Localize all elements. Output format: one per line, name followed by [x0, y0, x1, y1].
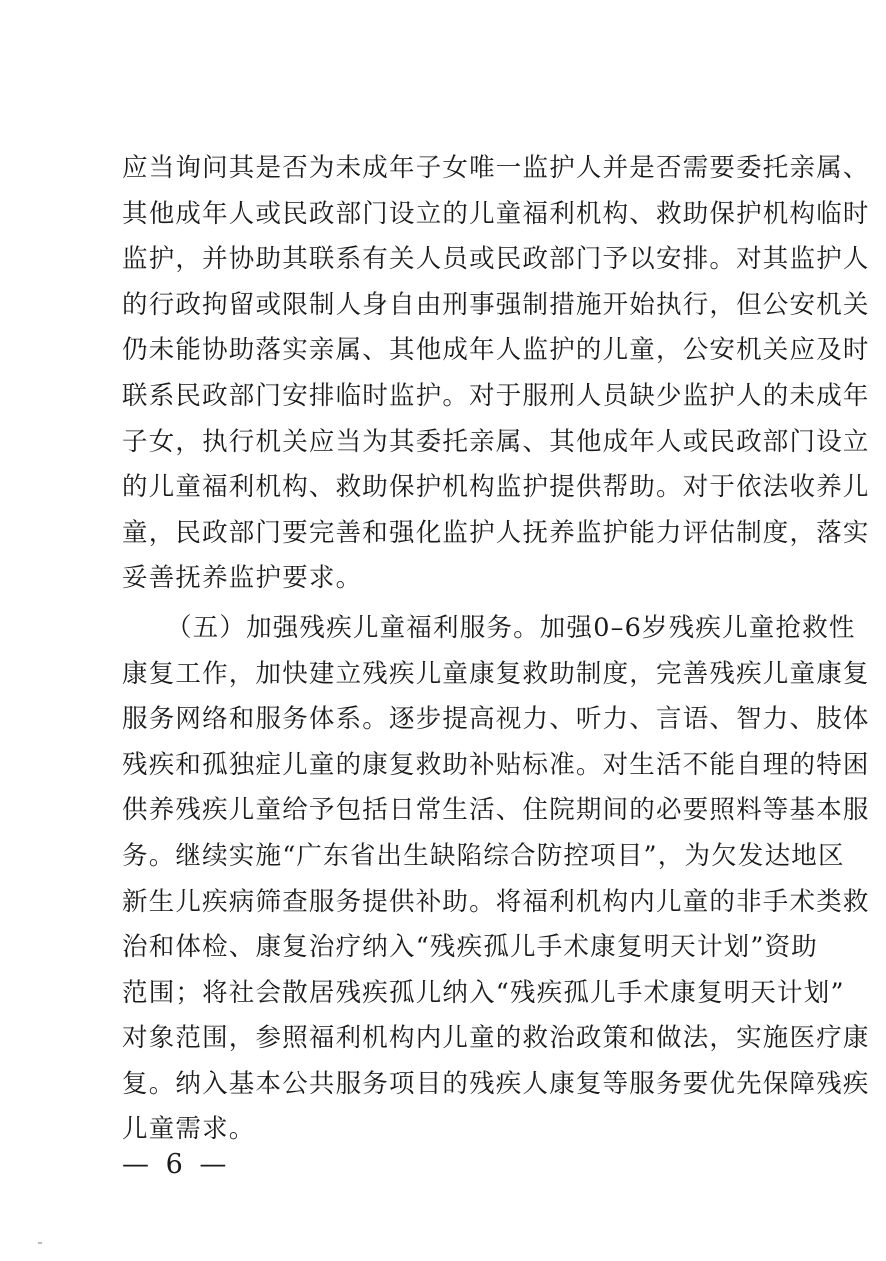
text-line: 对象范围，参照福利机构内儿童的救治政策和做法，实施医疗康 [122, 1023, 870, 1054]
text-line: 治和体检、康复治疗纳入“残疾孤儿手术康复明天计划”资助 [122, 932, 818, 963]
text-line: 儿童需求。 [122, 1114, 256, 1145]
paragraph-disabled-children-welfare [122, 606, 870, 1153]
page-number: — 6 — [122, 1149, 231, 1180]
text-line: 复。纳入基本公共服务项目的残疾人康复等服务要优先保障残疾 [122, 1068, 870, 1099]
scan-speck [38, 1242, 42, 1244]
body-text [122, 146, 870, 1153]
text-line: 新生儿疾病筛查服务提供补助。将福利机构内儿童的非手术类救 [122, 886, 870, 917]
section-heading-line: （五）加强残疾儿童福利服务。加强0–6岁残疾儿童抢救性 [166, 612, 856, 643]
text-line: 应当询问其是否为未成年子女唯一监护人并是否需要委托亲属、 [122, 153, 870, 183]
text-line: 供养残疾儿童给予包括日常生活、住院期间的必要照料等基本服 [122, 795, 870, 826]
text-line: 康复工作，加快建立残疾儿童康复救助制度，完善残疾儿童康复 [122, 658, 870, 689]
text-line: 服务网络和服务体系。逐步提高视力、听力、言语、智力、肢体 [122, 704, 870, 735]
paragraph-guardianship [122, 146, 870, 602]
text-line: 其他成年人或民政部门设立的儿童福利机构、救助保护机构临时 [122, 198, 870, 229]
text-line: 童，民政部门要完善和强化监护人抚养监护能力评估制度，落实 [122, 517, 870, 548]
text-line: 联系民政部门安排临时监护。对于服刑人员缺少监护人的未成年 [122, 380, 870, 411]
text-line: 妥善抚养监护要求。 [122, 563, 363, 594]
text-line: 仍未能协助落实亲属、其他成年人监护的儿童，公安机关应及时 [122, 335, 870, 366]
text-line: 的行政拘留或限制人身自由刑事强制措施开始执行，但公安机关 [122, 289, 870, 320]
text-line: 的儿童福利机构、救助保护机构监护提供帮助。对于依法收养儿 [122, 472, 870, 503]
text-line: 范围；将社会散居残疾孤儿纳入“残疾孤儿手术康复明天计划” [122, 977, 845, 1008]
text-line: 子女，执行机关应当为其委托亲属、其他成年人或民政部门设立 [122, 426, 870, 457]
text-line: 残疾和孤独症儿童的康复救助补贴标准。对生活不能自理的特困 [122, 749, 870, 780]
text-line: 务。继续实施“广东省出生缺陷综合防控项目”，为欠发达地区 [122, 840, 845, 871]
text-line: 监护，并协助其联系有关人员或民政部门予以安排。对其监护人 [122, 244, 870, 275]
